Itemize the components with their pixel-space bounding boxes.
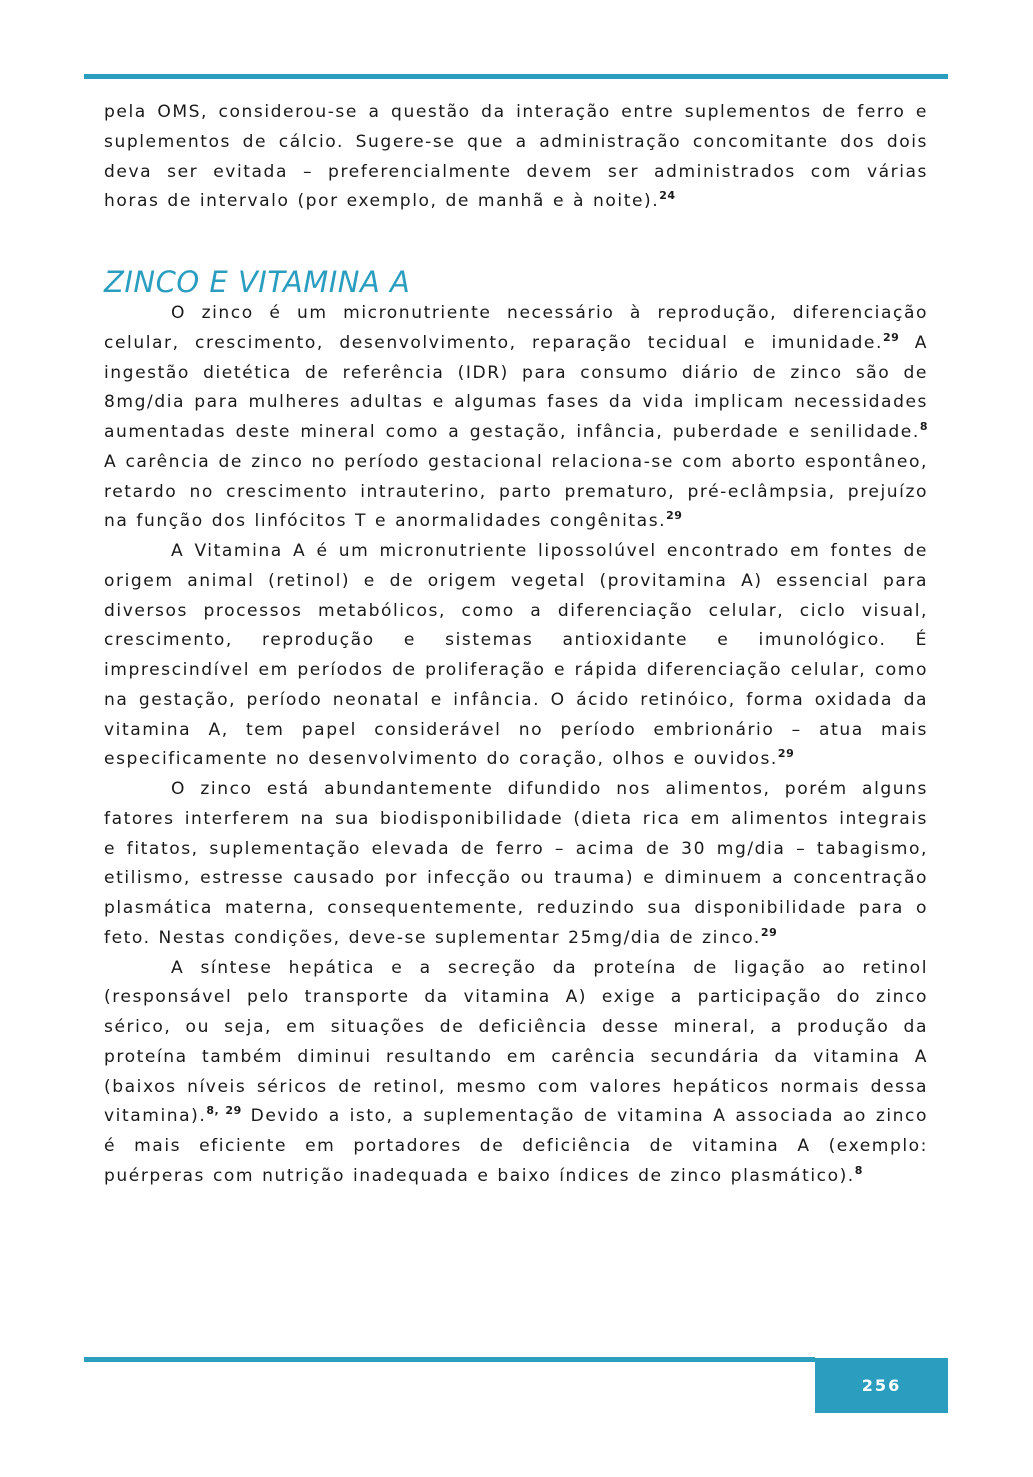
section-heading: ZINCO E VITAMINA A — [104, 265, 411, 299]
citation-ref: 29 — [760, 925, 778, 939]
paragraph-text: Devido a isto, a suplementação de vitamina A associada ao zinco é mais eficiente em portadores de deficiência de vitamina A (exemplo: puérperas com nutrição inadequada e baixo índices de zinco plasmático). — [104, 1106, 928, 1186]
paragraph-text: O zinco está abundantemente difundido nos alimentos, porém alguns fatores interferem na sua biodisponibilidade (dieta rica em alimentos integrais e fitatos, suplementação elevada de ferro – acima de 30 mg/dia – tabagismo, etilismo, estresse causado por infecção ou trauma) e diminuem a concentração plasmática materna, consequentemente, reduzindo sua disponibilidade para o feto. Nestas condições, deve-se suplementar 25mg/dia de zinco. — [104, 779, 928, 948]
paragraph-text: A Vitamina A é um micronutriente lipossolúvel encontrado em fontes de origem animal (retinol) e de origem vegetal (provitamina A) essencial para diversos processos metabólicos, como a diferenciação celular, ciclo visual, crescimento, reprodução e sistemas antioxidante e imunológico. É imprescindível em períodos de proliferação e rápida diferenciação celular, como na gestação, período neonatal e infância. O ácido retinóico, forma oxidada da vitamina A, tem papel considerável no período embrionário – atua mais especificamente no desenvolvimento do coração, olhos e ouvidos. — [104, 541, 928, 770]
paragraph-text: A síntese hepática e a secreção da proteína de ligação ao retinol (responsável pelo transporte da vitamina A) exige a participação do zinco sérico, ou seja, em situações de deficiência desse mineral, a produção da proteína também diminui resultando em carência secundária da vitamina A (baixos níveis séricos de retinol, mesmo com valores hepáticos normais dessa vitamina). — [104, 957, 928, 1127]
intro-paragraph — [104, 98, 928, 217]
paragraph-text: O zinco é um micronutriente necessário à reprodução, diferenciação celular, crescimento, desenvolvimento, reparação tecidual e imunidade. — [104, 303, 928, 353]
footer-rule — [84, 1357, 815, 1362]
citation-ref: 8, 29 — [206, 1104, 242, 1118]
body-paragraph — [104, 537, 928, 775]
body-paragraph — [104, 954, 928, 1192]
page-content — [104, 98, 928, 1192]
header-rule — [84, 74, 948, 79]
citation-ref: 8 — [919, 420, 928, 433]
citation-ref: 29 — [777, 747, 795, 761]
paragraph-text: pela OMS, considerou-se a questão da interação entre suplementos de ferro e suplementos de cálcio. Sugere-se que a administração concomitante dos dois deva ser evitada – preferencialmente devem ser administrados com várias horas de intervalo (por exemplo, de manhã e à noite). — [104, 102, 928, 212]
citation-ref: 29 — [666, 509, 683, 523]
citation-ref: 29 — [882, 330, 900, 344]
body-paragraph — [104, 299, 928, 537]
paragraph-text: A carência de zinco no período gestacional relaciona-se com aborto espontâneo, retardo no crescimento intrauterino, parto prematuro, pré-eclâmpsia, prejuízo na função dos linfócitos T e anormalidades congênitas. — [104, 451, 928, 532]
page-number: 256 — [861, 1376, 902, 1395]
page-number-box — [815, 1358, 948, 1413]
body-paragraph — [104, 775, 928, 954]
citation-ref: 24 — [659, 189, 676, 203]
citation-ref: 8 — [854, 1163, 863, 1177]
paragraph-text: A ingestão dietética de referência (IDR) para consumo diário de zinco são de 8mg/dia para mulheres adultas e algumas fases da vida implicam necessidades aumentadas deste mineral como a gestação, infância, puberdade e senilidade. — [104, 332, 928, 442]
